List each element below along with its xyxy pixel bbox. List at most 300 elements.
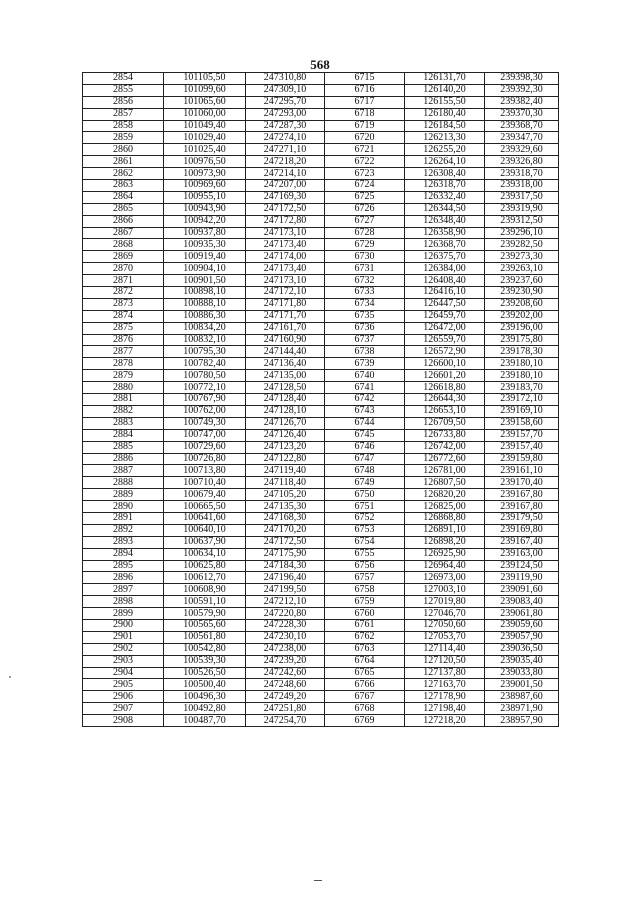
x-coordinate-right-cell: 127120,50 — [405, 655, 485, 667]
y-coordinate-left-cell: 247172,50 — [246, 203, 325, 215]
y-coordinate-right-cell: 239263,10 — [485, 263, 559, 275]
point-number-left-cell: 2857 — [83, 108, 164, 120]
y-coordinate-left-cell: 247174,00 — [246, 251, 325, 263]
y-coordinate-right-cell: 239175,80 — [485, 334, 559, 346]
table-row — [83, 227, 559, 239]
x-coordinate-left-cell: 100612,70 — [164, 572, 246, 584]
y-coordinate-right-cell: 239208,60 — [485, 298, 559, 310]
point-number-left-cell: 2886 — [83, 453, 164, 465]
y-coordinate-right-cell: 239157,70 — [485, 429, 559, 441]
point-number-left-cell: 2894 — [83, 548, 164, 560]
y-coordinate-left-cell: 247122,80 — [246, 453, 325, 465]
y-coordinate-left-cell: 247309,10 — [246, 84, 325, 96]
x-coordinate-left-cell: 100943,90 — [164, 203, 246, 215]
y-coordinate-left-cell: 247249,20 — [246, 691, 325, 703]
point-number-right-cell: 6752 — [325, 512, 405, 524]
x-coordinate-right-cell: 126255,20 — [405, 144, 485, 156]
point-number-right-cell: 6724 — [325, 180, 405, 192]
point-number-right-cell: 6749 — [325, 477, 405, 489]
point-number-right-cell: 6731 — [325, 263, 405, 275]
y-coordinate-left-cell: 247161,70 — [246, 322, 325, 334]
point-number-left-cell: 2899 — [83, 608, 164, 620]
x-coordinate-left-cell: 100834,20 — [164, 322, 246, 334]
x-coordinate-right-cell: 126618,80 — [405, 382, 485, 394]
x-coordinate-left-cell: 100625,80 — [164, 560, 246, 572]
x-coordinate-left-cell: 100747,00 — [164, 429, 246, 441]
point-number-right-cell: 6715 — [325, 73, 405, 85]
y-coordinate-right-cell: 239167,80 — [485, 501, 559, 513]
table-row — [83, 191, 559, 203]
y-coordinate-right-cell: 239329,60 — [485, 144, 559, 156]
y-coordinate-left-cell: 247184,30 — [246, 560, 325, 572]
y-coordinate-left-cell: 247123,20 — [246, 441, 325, 453]
point-number-right-cell: 6764 — [325, 655, 405, 667]
x-coordinate-left-cell: 100526,50 — [164, 667, 246, 679]
y-coordinate-right-cell: 239180,10 — [485, 358, 559, 370]
y-coordinate-left-cell: 247173,40 — [246, 263, 325, 275]
y-coordinate-right-cell: 239061,80 — [485, 608, 559, 620]
x-coordinate-left-cell: 101099,60 — [164, 84, 246, 96]
x-coordinate-right-cell: 126264,10 — [405, 156, 485, 168]
y-coordinate-left-cell: 247171,80 — [246, 298, 325, 310]
x-coordinate-right-cell: 126600,10 — [405, 358, 485, 370]
point-number-left-cell: 2883 — [83, 417, 164, 429]
point-number-right-cell: 6730 — [325, 251, 405, 263]
y-coordinate-right-cell: 239059,60 — [485, 619, 559, 631]
point-number-right-cell: 6734 — [325, 298, 405, 310]
point-number-left-cell: 2897 — [83, 584, 164, 596]
point-number-right-cell: 6733 — [325, 287, 405, 299]
y-coordinate-left-cell: 247135,00 — [246, 370, 325, 382]
point-number-left-cell: 2900 — [83, 619, 164, 631]
x-coordinate-left-cell: 100898,10 — [164, 287, 246, 299]
x-coordinate-left-cell: 100713,80 — [164, 465, 246, 477]
x-coordinate-right-cell: 126408,40 — [405, 275, 485, 287]
y-coordinate-right-cell: 239169,80 — [485, 524, 559, 536]
point-number-right-cell: 6760 — [325, 608, 405, 620]
table-row — [83, 382, 559, 394]
table-row — [83, 619, 559, 631]
y-coordinate-left-cell: 247136,40 — [246, 358, 325, 370]
point-number-right-cell: 6742 — [325, 394, 405, 406]
point-number-right-cell: 6763 — [325, 643, 405, 655]
point-number-left-cell: 2854 — [83, 73, 164, 85]
x-coordinate-left-cell: 100937,80 — [164, 227, 246, 239]
x-coordinate-left-cell: 100935,30 — [164, 239, 246, 251]
point-number-left-cell: 2861 — [83, 156, 164, 168]
point-number-right-cell: 6759 — [325, 596, 405, 608]
y-coordinate-left-cell: 247214,10 — [246, 168, 325, 180]
table-row — [83, 96, 559, 108]
y-coordinate-left-cell: 247238,00 — [246, 643, 325, 655]
x-coordinate-right-cell: 126742,00 — [405, 441, 485, 453]
y-coordinate-left-cell: 247293,00 — [246, 108, 325, 120]
x-coordinate-right-cell: 126868,80 — [405, 512, 485, 524]
point-number-left-cell: 2891 — [83, 512, 164, 524]
table-row — [83, 251, 559, 263]
table-row — [83, 548, 559, 560]
table-row — [83, 679, 559, 691]
x-coordinate-left-cell: 100782,40 — [164, 358, 246, 370]
y-coordinate-right-cell: 239167,40 — [485, 536, 559, 548]
x-coordinate-left-cell: 100496,30 — [164, 691, 246, 703]
x-coordinate-right-cell: 127198,40 — [405, 703, 485, 715]
y-coordinate-left-cell: 247196,40 — [246, 572, 325, 584]
x-coordinate-left-cell: 101065,60 — [164, 96, 246, 108]
y-coordinate-left-cell: 247128,10 — [246, 405, 325, 417]
y-coordinate-right-cell: 239312,50 — [485, 215, 559, 227]
x-coordinate-right-cell: 127019,80 — [405, 596, 485, 608]
x-coordinate-right-cell: 126308,40 — [405, 168, 485, 180]
point-number-right-cell: 6755 — [325, 548, 405, 560]
y-coordinate-right-cell: 239230,90 — [485, 287, 559, 299]
x-coordinate-right-cell: 126459,70 — [405, 310, 485, 322]
table-row — [83, 239, 559, 251]
point-number-right-cell: 6762 — [325, 631, 405, 643]
y-coordinate-left-cell: 247135,30 — [246, 501, 325, 513]
point-number-left-cell: 2902 — [83, 643, 164, 655]
point-number-left-cell: 2866 — [83, 215, 164, 227]
y-coordinate-left-cell: 247173,40 — [246, 239, 325, 251]
point-number-left-cell: 2880 — [83, 382, 164, 394]
y-coordinate-left-cell: 247207,00 — [246, 180, 325, 192]
y-coordinate-left-cell: 247212,10 — [246, 596, 325, 608]
page-number: 568 — [310, 57, 330, 72]
y-coordinate-right-cell: 239170,40 — [485, 477, 559, 489]
y-coordinate-left-cell: 247169,30 — [246, 191, 325, 203]
x-coordinate-left-cell: 100561,80 — [164, 631, 246, 643]
table-row — [83, 263, 559, 275]
y-coordinate-right-cell: 239083,40 — [485, 596, 559, 608]
y-coordinate-right-cell: 238957,90 — [485, 715, 559, 727]
x-coordinate-left-cell: 100487,70 — [164, 715, 246, 727]
table-row — [83, 536, 559, 548]
point-number-right-cell: 6720 — [325, 132, 405, 144]
table-row — [83, 524, 559, 536]
point-number-left-cell: 2869 — [83, 251, 164, 263]
y-coordinate-left-cell: 247251,80 — [246, 703, 325, 715]
y-coordinate-left-cell: 247228,30 — [246, 619, 325, 631]
point-number-right-cell: 6722 — [325, 156, 405, 168]
y-coordinate-right-cell: 239001,50 — [485, 679, 559, 691]
y-coordinate-right-cell: 239172,10 — [485, 394, 559, 406]
y-coordinate-right-cell: 239368,70 — [485, 120, 559, 132]
point-number-left-cell: 2855 — [83, 84, 164, 96]
table-row — [83, 417, 559, 429]
x-coordinate-left-cell: 100591,10 — [164, 596, 246, 608]
point-number-right-cell: 6768 — [325, 703, 405, 715]
table-row — [83, 489, 559, 501]
x-coordinate-right-cell: 126375,70 — [405, 251, 485, 263]
y-coordinate-right-cell: 239296,10 — [485, 227, 559, 239]
y-coordinate-right-cell: 239326,80 — [485, 156, 559, 168]
x-coordinate-left-cell: 100500,40 — [164, 679, 246, 691]
point-number-left-cell: 2901 — [83, 631, 164, 643]
y-coordinate-right-cell: 239178,30 — [485, 346, 559, 358]
x-coordinate-left-cell: 100795,30 — [164, 346, 246, 358]
point-number-right-cell: 6735 — [325, 310, 405, 322]
point-number-left-cell: 2856 — [83, 96, 164, 108]
x-coordinate-right-cell: 127218,20 — [405, 715, 485, 727]
x-coordinate-right-cell: 126644,30 — [405, 394, 485, 406]
point-number-right-cell: 6739 — [325, 358, 405, 370]
point-number-left-cell: 2887 — [83, 465, 164, 477]
y-coordinate-right-cell: 239159,80 — [485, 453, 559, 465]
point-number-right-cell: 6719 — [325, 120, 405, 132]
table-row — [83, 370, 559, 382]
x-coordinate-left-cell: 100640,10 — [164, 524, 246, 536]
y-coordinate-left-cell: 247128,40 — [246, 394, 325, 406]
x-coordinate-left-cell: 100976,50 — [164, 156, 246, 168]
x-coordinate-right-cell: 126709,50 — [405, 417, 485, 429]
x-coordinate-right-cell: 127046,70 — [405, 608, 485, 620]
y-coordinate-left-cell: 247175,90 — [246, 548, 325, 560]
y-coordinate-left-cell: 247310,80 — [246, 73, 325, 85]
table-row — [83, 275, 559, 287]
point-number-left-cell: 2893 — [83, 536, 164, 548]
x-coordinate-right-cell: 126318,70 — [405, 180, 485, 192]
point-number-left-cell: 2896 — [83, 572, 164, 584]
point-number-left-cell: 2876 — [83, 334, 164, 346]
x-coordinate-left-cell: 100710,40 — [164, 477, 246, 489]
y-coordinate-right-cell: 239382,40 — [485, 96, 559, 108]
x-coordinate-right-cell: 126601,20 — [405, 370, 485, 382]
x-coordinate-left-cell: 100641,60 — [164, 512, 246, 524]
x-coordinate-left-cell: 100901,50 — [164, 275, 246, 287]
x-coordinate-left-cell: 100955,10 — [164, 191, 246, 203]
x-coordinate-left-cell: 100919,40 — [164, 251, 246, 263]
x-coordinate-right-cell: 126925,90 — [405, 548, 485, 560]
y-coordinate-left-cell: 247105,20 — [246, 489, 325, 501]
x-coordinate-right-cell: 126447,50 — [405, 298, 485, 310]
y-coordinate-left-cell: 247172,10 — [246, 287, 325, 299]
point-number-right-cell: 6750 — [325, 489, 405, 501]
y-coordinate-left-cell: 247170,20 — [246, 524, 325, 536]
y-coordinate-left-cell: 247287,30 — [246, 120, 325, 132]
y-coordinate-left-cell: 247248,60 — [246, 679, 325, 691]
y-coordinate-left-cell: 247274,10 — [246, 132, 325, 144]
y-coordinate-right-cell: 239167,80 — [485, 489, 559, 501]
point-number-right-cell: 6740 — [325, 370, 405, 382]
table-row — [83, 631, 559, 643]
x-coordinate-right-cell: 126213,30 — [405, 132, 485, 144]
point-number-left-cell: 2888 — [83, 477, 164, 489]
y-coordinate-left-cell: 247172,50 — [246, 536, 325, 548]
x-coordinate-left-cell: 100888,10 — [164, 298, 246, 310]
y-coordinate-left-cell: 247128,50 — [246, 382, 325, 394]
x-coordinate-left-cell: 100886,30 — [164, 310, 246, 322]
x-coordinate-left-cell: 100729,60 — [164, 441, 246, 453]
table-row — [83, 168, 559, 180]
y-coordinate-left-cell: 247171,70 — [246, 310, 325, 322]
y-coordinate-right-cell: 239318,00 — [485, 180, 559, 192]
point-number-left-cell: 2882 — [83, 405, 164, 417]
table-row — [83, 608, 559, 620]
point-number-left-cell: 2884 — [83, 429, 164, 441]
y-coordinate-left-cell: 247173,10 — [246, 227, 325, 239]
x-coordinate-right-cell: 126472,00 — [405, 322, 485, 334]
x-coordinate-right-cell: 127137,80 — [405, 667, 485, 679]
y-coordinate-left-cell: 247160,90 — [246, 334, 325, 346]
y-coordinate-right-cell: 239057,90 — [485, 631, 559, 643]
table-row — [83, 465, 559, 477]
y-coordinate-left-cell: 247199,50 — [246, 584, 325, 596]
coordinates-table — [82, 72, 559, 727]
point-number-left-cell: 2892 — [83, 524, 164, 536]
x-coordinate-left-cell: 101049,40 — [164, 120, 246, 132]
x-coordinate-right-cell: 126155,50 — [405, 96, 485, 108]
x-coordinate-right-cell: 127003,10 — [405, 584, 485, 596]
table-row — [83, 144, 559, 156]
point-number-right-cell: 6748 — [325, 465, 405, 477]
x-coordinate-right-cell: 127163,70 — [405, 679, 485, 691]
x-coordinate-left-cell: 100749,30 — [164, 417, 246, 429]
x-coordinate-right-cell: 126807,50 — [405, 477, 485, 489]
x-coordinate-right-cell: 126368,70 — [405, 239, 485, 251]
table-row — [83, 322, 559, 334]
point-number-left-cell: 2873 — [83, 298, 164, 310]
x-coordinate-right-cell: 126559,70 — [405, 334, 485, 346]
x-coordinate-right-cell: 127178,90 — [405, 691, 485, 703]
x-coordinate-left-cell: 100772,10 — [164, 382, 246, 394]
point-number-left-cell: 2889 — [83, 489, 164, 501]
point-number-left-cell: 2868 — [83, 239, 164, 251]
x-coordinate-left-cell: 100973,90 — [164, 168, 246, 180]
x-coordinate-right-cell: 126348,40 — [405, 215, 485, 227]
point-number-right-cell: 6769 — [325, 715, 405, 727]
point-number-right-cell: 6732 — [325, 275, 405, 287]
y-coordinate-left-cell: 247118,40 — [246, 477, 325, 489]
y-coordinate-right-cell: 238971,90 — [485, 703, 559, 715]
point-number-left-cell: 2859 — [83, 132, 164, 144]
x-coordinate-right-cell: 127053,70 — [405, 631, 485, 643]
point-number-right-cell: 6758 — [325, 584, 405, 596]
y-coordinate-right-cell: 239317,50 — [485, 191, 559, 203]
point-number-left-cell: 2874 — [83, 310, 164, 322]
point-number-right-cell: 6765 — [325, 667, 405, 679]
point-number-left-cell: 2905 — [83, 679, 164, 691]
x-coordinate-right-cell: 126781,00 — [405, 465, 485, 477]
table-row — [83, 346, 559, 358]
point-number-left-cell: 2875 — [83, 322, 164, 334]
x-coordinate-left-cell: 100726,80 — [164, 453, 246, 465]
point-number-left-cell: 2863 — [83, 180, 164, 192]
y-coordinate-left-cell: 247126,70 — [246, 417, 325, 429]
x-coordinate-left-cell: 100767,90 — [164, 394, 246, 406]
y-coordinate-left-cell: 247173,10 — [246, 275, 325, 287]
point-number-left-cell: 2895 — [83, 560, 164, 572]
point-number-left-cell: 2907 — [83, 703, 164, 715]
x-coordinate-right-cell: 126180,40 — [405, 108, 485, 120]
x-coordinate-right-cell: 126820,20 — [405, 489, 485, 501]
x-coordinate-left-cell: 101060,00 — [164, 108, 246, 120]
x-coordinate-left-cell: 100492,80 — [164, 703, 246, 715]
point-number-left-cell: 2898 — [83, 596, 164, 608]
x-coordinate-right-cell: 127050,60 — [405, 619, 485, 631]
x-coordinate-right-cell: 126653,10 — [405, 405, 485, 417]
table-row — [83, 643, 559, 655]
point-number-right-cell: 6723 — [325, 168, 405, 180]
table-row — [83, 667, 559, 679]
y-coordinate-right-cell: 239091,60 — [485, 584, 559, 596]
point-number-right-cell: 6746 — [325, 441, 405, 453]
point-number-left-cell: 2906 — [83, 691, 164, 703]
x-coordinate-left-cell: 100542,80 — [164, 643, 246, 655]
y-coordinate-right-cell: 239398,30 — [485, 73, 559, 85]
x-coordinate-left-cell: 100780,50 — [164, 370, 246, 382]
point-number-left-cell: 2881 — [83, 394, 164, 406]
x-coordinate-left-cell: 100832,10 — [164, 334, 246, 346]
point-number-left-cell: 2903 — [83, 655, 164, 667]
table-row — [83, 655, 559, 667]
table-row — [83, 572, 559, 584]
point-number-left-cell: 2879 — [83, 370, 164, 382]
point-number-left-cell: 2908 — [83, 715, 164, 727]
table-row — [83, 429, 559, 441]
x-coordinate-left-cell: 100634,10 — [164, 548, 246, 560]
y-coordinate-left-cell: 247230,10 — [246, 631, 325, 643]
table-row — [83, 334, 559, 346]
y-coordinate-left-cell: 247172,80 — [246, 215, 325, 227]
y-coordinate-right-cell: 239237,60 — [485, 275, 559, 287]
y-coordinate-right-cell: 239124,50 — [485, 560, 559, 572]
y-coordinate-right-cell: 239161,10 — [485, 465, 559, 477]
x-coordinate-left-cell: 100904,10 — [164, 263, 246, 275]
table-row — [83, 512, 559, 524]
table-row — [83, 703, 559, 715]
x-coordinate-right-cell: 126184,50 — [405, 120, 485, 132]
table-row — [83, 73, 559, 85]
x-coordinate-left-cell: 100762,00 — [164, 405, 246, 417]
table-row — [83, 84, 559, 96]
point-number-right-cell: 6753 — [325, 524, 405, 536]
x-coordinate-right-cell: 126140,20 — [405, 84, 485, 96]
x-coordinate-left-cell: 100942,20 — [164, 215, 246, 227]
x-coordinate-right-cell: 126416,10 — [405, 287, 485, 299]
y-coordinate-left-cell: 247144,40 — [246, 346, 325, 358]
y-coordinate-right-cell: 239319,90 — [485, 203, 559, 215]
point-number-left-cell: 2870 — [83, 263, 164, 275]
point-number-left-cell: 2890 — [83, 501, 164, 513]
y-coordinate-left-cell: 247239,20 — [246, 655, 325, 667]
point-number-right-cell: 6745 — [325, 429, 405, 441]
x-coordinate-right-cell: 127114,40 — [405, 643, 485, 655]
point-number-right-cell: 6738 — [325, 346, 405, 358]
point-number-right-cell: 6721 — [325, 144, 405, 156]
table-row — [83, 691, 559, 703]
y-coordinate-right-cell: 239273,30 — [485, 251, 559, 263]
y-coordinate-left-cell: 247218,20 — [246, 156, 325, 168]
table-row — [83, 715, 559, 727]
x-coordinate-left-cell: 101025,40 — [164, 144, 246, 156]
y-coordinate-left-cell: 247220,80 — [246, 608, 325, 620]
point-number-left-cell: 2871 — [83, 275, 164, 287]
table-row — [83, 310, 559, 322]
y-coordinate-right-cell: 239183,70 — [485, 382, 559, 394]
table-row — [83, 358, 559, 370]
table-row — [83, 453, 559, 465]
point-number-right-cell: 6729 — [325, 239, 405, 251]
point-number-right-cell: 6761 — [325, 619, 405, 631]
y-coordinate-left-cell: 247295,70 — [246, 96, 325, 108]
y-coordinate-right-cell: 239033,80 — [485, 667, 559, 679]
y-coordinate-right-cell: 239119,90 — [485, 572, 559, 584]
x-coordinate-right-cell: 126572,90 — [405, 346, 485, 358]
table-row — [83, 287, 559, 299]
point-number-right-cell: 6737 — [325, 334, 405, 346]
y-coordinate-left-cell: 247119,40 — [246, 465, 325, 477]
x-coordinate-left-cell: 100637,90 — [164, 536, 246, 548]
